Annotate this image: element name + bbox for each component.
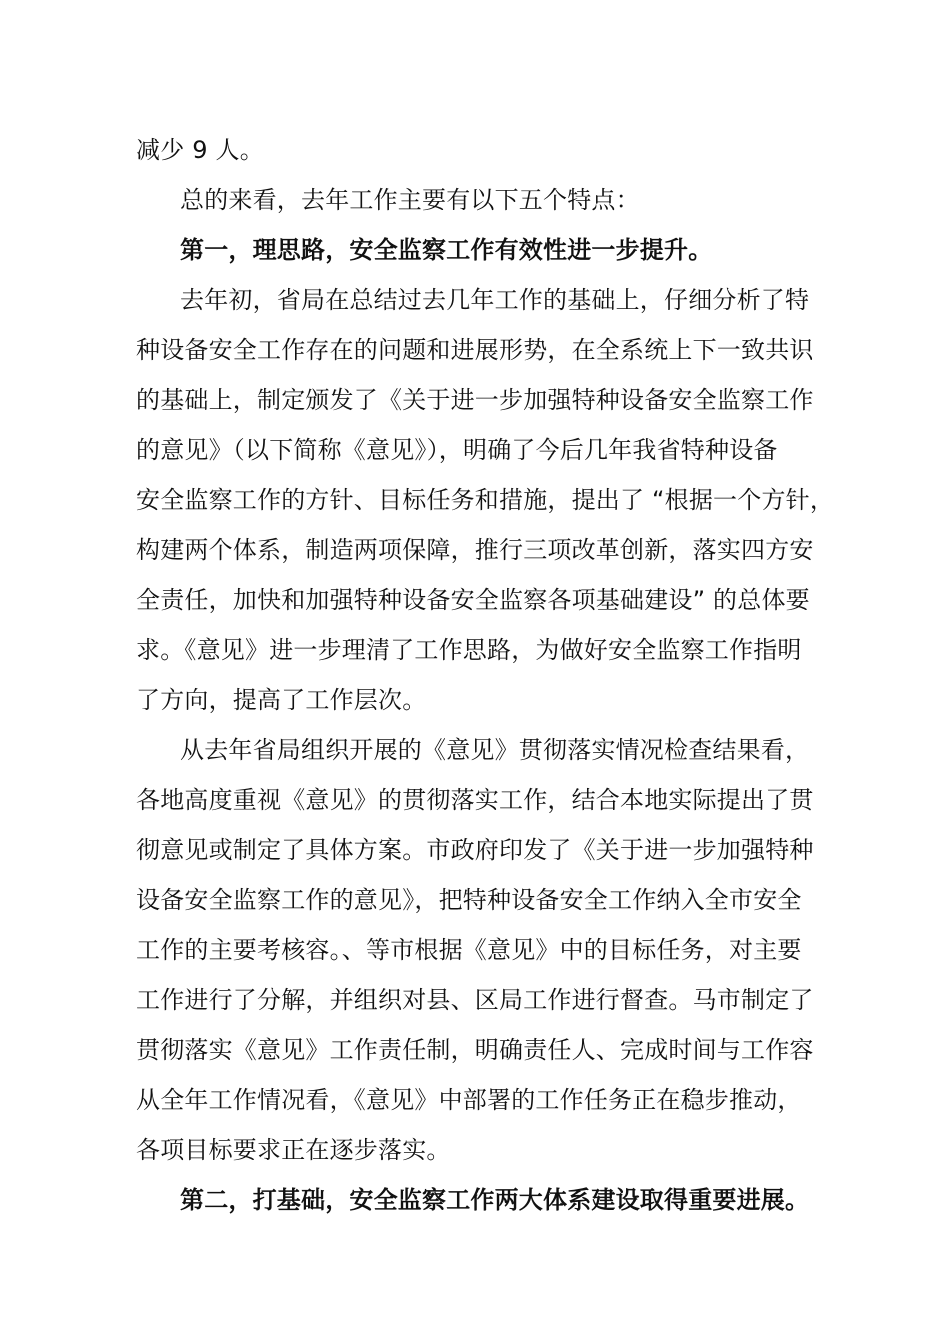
text-line-16: 设备安全监察工作的意见》，把特种设备安全工作纳入全市安全 xyxy=(136,886,802,914)
text-line-9: 构建两个体系，制造两项保障，推行三项改革创新，落实四方安 xyxy=(136,536,814,564)
text-line-20: 从全年工作情况看，《意见》中部署的工作任务正在稳步推动， xyxy=(136,1086,802,1114)
text-line-4: 去年初，省局在总结过去几年工作的基础上，仔细分析了特 xyxy=(180,286,810,314)
text-line-8: 安全监察工作的方针、目标任务和措施，提出了 “根据一个方针， xyxy=(136,486,835,514)
section-heading-1: 第一，理思路，安全监察工作有效性进一步提升。 xyxy=(180,236,713,264)
text-line-2: 总的来看，去年工作主要有以下五个特点： xyxy=(180,186,640,214)
text-line-14: 各地高度重视《意见》的贯彻落实工作，结合本地实际提出了贯 xyxy=(136,786,814,814)
text-line-19: 贯彻落实《意见》工作责任制，明确责任人、完成时间与工作容 xyxy=(136,1036,814,1064)
text-line-21: 各项目标要求正在逐步落实。 xyxy=(136,1136,451,1164)
text-line-1: 减少 9 人。 xyxy=(136,136,264,164)
text-line-6: 的基础上，制定颁发了《关于进一步加强特种设备安全监察工作 xyxy=(136,386,814,414)
text-line-18: 工作进行了分解，并组织对县、区局工作进行督查。马市制定了 xyxy=(136,986,814,1014)
text-line-13: 从去年省局组织开展的《意见》贯彻落实情况检查结果看， xyxy=(180,736,810,764)
section-heading-2: 第二，打基础，安全监察工作两大体系建设取得重要进展。 xyxy=(180,1186,810,1214)
text-line-11: 求。《意见》进一步理清了工作思路，为做好安全监察工作指明 xyxy=(136,636,802,664)
text-line-17: 工作的主要考核容。、等市根据《意见》中的目标任务，对主要 xyxy=(136,936,802,964)
text-line-12: 了方向，提高了工作层次。 xyxy=(136,686,427,714)
text-line-5: 种设备安全工作存在的问题和进展形势，在全系统上下一致共识 xyxy=(136,336,814,364)
text-line-15: 彻意见或制定了具体方案。市政府印发了《关于进一步加强特种 xyxy=(136,836,814,864)
text-line-10: 全责任，加快和加强特种设备安全监察各项基础建设” 的总体要 xyxy=(136,586,810,614)
text-line-7: 的意见》（以下简称《意见》），明确了今后几年我省特种设备 xyxy=(136,436,778,464)
